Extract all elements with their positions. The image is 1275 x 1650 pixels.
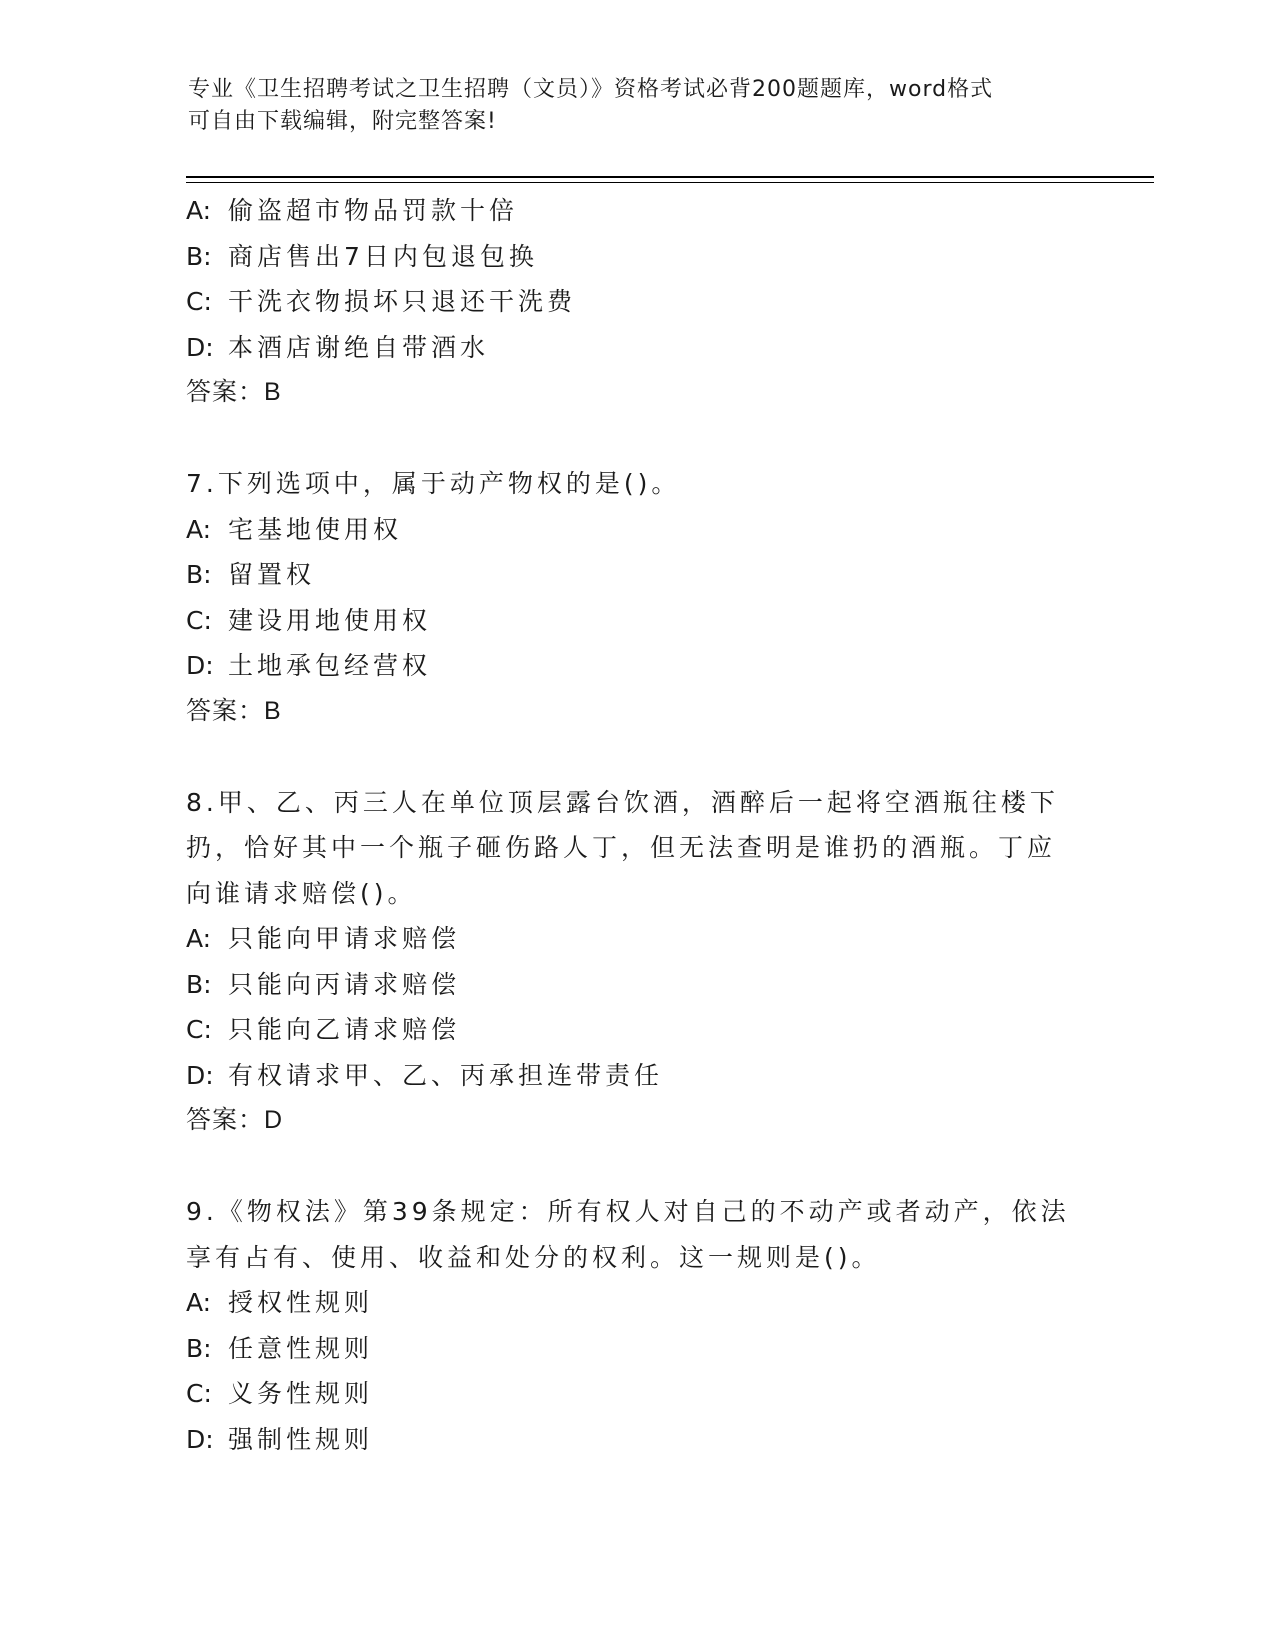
option-item	[186, 1326, 1086, 1372]
option-letter: C:	[186, 1015, 212, 1044]
question-text: 8.甲、乙、丙三人在单位顶层露台饮酒，酒醉后一起将空酒瓶往楼下	[186, 787, 1059, 817]
answer-line: 答案：D	[186, 1106, 284, 1134]
option-text: 土地承包经营权	[228, 651, 432, 680]
option-text: 留置权	[228, 560, 316, 589]
header-line-1: 专业《卫生招聘考试之卫生招聘（文员）》资格考试必背200题题库，word格式	[188, 77, 994, 102]
option-letter: A:	[186, 1288, 212, 1317]
option-text: 义务性规则	[228, 1379, 374, 1408]
option-text: 建设用地使用权	[228, 605, 432, 635]
option-letter: B:	[186, 560, 212, 589]
option-letter: B:	[186, 969, 212, 999]
option-letter: D:	[186, 651, 214, 680]
option-item	[186, 916, 1086, 962]
question-block	[186, 188, 1086, 416]
block-spacer	[186, 734, 1086, 780]
option-letter: C:	[186, 1379, 212, 1408]
option-text: 有权请求甲、乙、丙承担连带责任	[228, 1060, 664, 1090]
option-item	[186, 279, 1086, 325]
option-item	[186, 188, 1086, 234]
option-item	[186, 643, 1086, 689]
question-block	[186, 1189, 1086, 1462]
question-block	[186, 780, 1086, 1144]
option-text: 只能向甲请求赔偿	[228, 924, 461, 953]
option-letter: B:	[186, 241, 212, 271]
option-text: 任意性规则	[228, 1333, 374, 1363]
option-item	[186, 1007, 1086, 1053]
option-letter: B:	[186, 1333, 212, 1363]
option-text: 商店售出7日内包退包换	[228, 241, 538, 271]
block-spacer	[186, 416, 1086, 462]
question-block	[186, 461, 1086, 734]
question-text: 7.下列选项中，属于动产物权的是()。	[186, 469, 681, 498]
option-letter: A:	[186, 924, 212, 953]
option-text: 只能向乙请求赔偿	[228, 1015, 461, 1044]
option-item	[186, 507, 1086, 553]
option-item	[186, 1371, 1086, 1417]
option-item	[186, 1417, 1086, 1463]
block-spacer	[186, 1144, 1086, 1190]
header-divider-thick	[186, 176, 1154, 178]
header-divider-thin	[186, 182, 1154, 183]
answer-line: 答案：B	[186, 696, 282, 725]
option-letter: C:	[186, 287, 212, 316]
question-text: 享有占有、使用、收益和处分的权利。这一规则是()。	[186, 1242, 881, 1272]
question-list	[186, 188, 1086, 1462]
option-item	[186, 962, 1086, 1008]
option-text: 宅基地使用权	[228, 514, 403, 544]
option-text: 授权性规则	[228, 1288, 374, 1317]
option-item	[186, 598, 1086, 644]
option-letter: D:	[186, 332, 214, 362]
option-text: 只能向丙请求赔偿	[228, 969, 461, 999]
option-letter: C:	[186, 605, 212, 635]
option-text: 干洗衣物损坏只退还干洗费	[228, 287, 577, 316]
option-text: 偷盗超市物品罚款十倍	[228, 196, 519, 225]
option-text: 本酒店谢绝自带酒水	[228, 332, 490, 362]
option-item	[186, 552, 1086, 598]
option-letter: A:	[186, 196, 212, 225]
option-letter: A:	[186, 514, 212, 544]
question-text: 扔，恰好其中一个瓶子砸伤路人丁，但无法查明是谁扔的酒瓶。丁应	[186, 833, 1057, 862]
option-letter: D:	[186, 1424, 214, 1454]
question-text: 9.《物权法》第39条规定：所有权人对自己的不动产或者动产，依法	[186, 1197, 1070, 1226]
option-item	[186, 1280, 1086, 1326]
answer-line: 答案：B	[186, 378, 282, 406]
option-letter: D:	[186, 1060, 214, 1090]
question-text: 向谁请求赔偿()。	[186, 878, 417, 908]
header-line-2: 可自由下载编辑，附完整答案!	[188, 109, 497, 134]
option-item	[186, 234, 1086, 280]
option-item	[186, 325, 1086, 371]
document-header	[188, 74, 1068, 138]
option-text: 强制性规则	[228, 1424, 374, 1454]
option-item	[186, 1053, 1086, 1099]
